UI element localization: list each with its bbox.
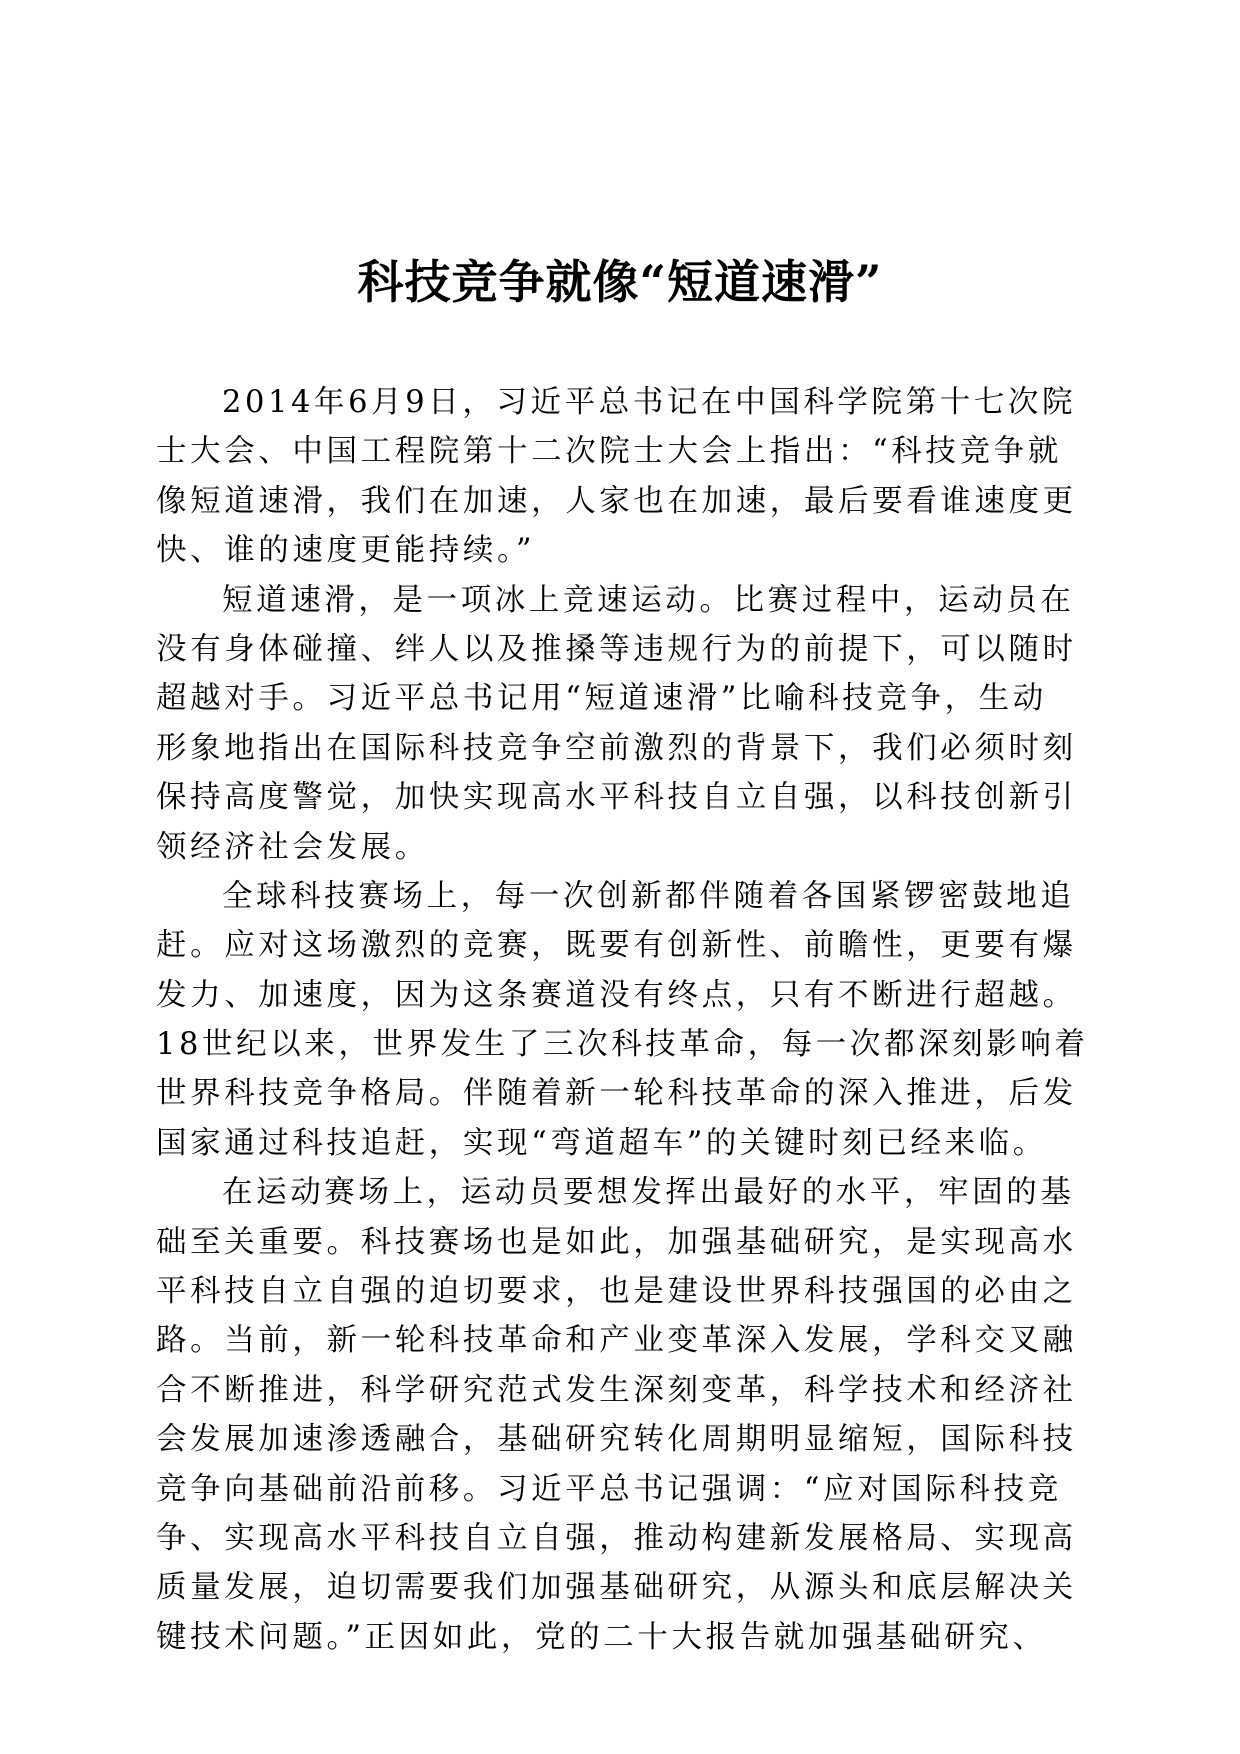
text-line: 超越对手。习近平总书记用“短道速滑”比喻科技竞争，生动 [156, 681, 1047, 717]
text-line: 合不断推进，科学研究范式发生深刻变革，科学技术和经济社 [156, 1372, 1077, 1408]
text-line: 础至关重要。科技赛场也是如此，加强基础研究，是实现高水 [156, 1224, 1077, 1260]
text-line: 世界科技竞争格局。伴随着新一轮科技革命的深入推进，后发 [156, 1076, 1077, 1112]
article-body [156, 378, 1089, 1662]
text-line: 士大会、中国工程院第十二次院士大会上指出：“科技竞争就 [156, 434, 1062, 470]
text-line: 领经济社会发展。 [156, 829, 429, 865]
text-line: 赶。应对这场激烈的竞赛，既要有创新性、前瞻性，更要有爆 [156, 928, 1077, 964]
text-line: 发力、加速度，因为这条赛道没有终点，只有不断进行超越。 [156, 977, 1077, 1013]
article-title: 科技竞争就像“短道速滑” [357, 255, 883, 309]
text-line: 2014年6月9日，习近平总书记在中国科学院第十七次院 [222, 385, 1077, 420]
text-line: 路。当前，新一轮科技革命和产业变革深入发展，学科交叉融 [156, 1323, 1077, 1359]
text-line: 平科技自立自强的迫切要求，也是建设世界科技强国的必由之 [156, 1274, 1077, 1310]
text-line: 国家通过科技追赶，实现“弯道超车”的关键时刻已经来临。 [156, 1125, 1047, 1161]
text-line: 像短道速滑，我们在加速，人家也在加速，最后要看谁速度更 [156, 483, 1077, 519]
text-line: 键技术问题。”正因如此，党的二十大报告就加强基础研究、 [156, 1619, 1047, 1655]
text-line: 18世纪以来，世界发生了三次科技革命，每一次都深刻影响着 [156, 1027, 1089, 1063]
text-line: 短道速滑，是一项冰上竞速运动。比赛过程中，运动员在 [222, 582, 1075, 618]
text-line: 形象地指出在国际科技竞争空前激烈的背景下，我们必须时刻 [156, 730, 1077, 766]
text-line: 保持高度警觉，加快实现高水平科技自立自强，以科技创新引 [156, 780, 1077, 816]
text-line: 快、谁的速度更能持续。” [156, 533, 536, 569]
text-line: 争、实现高水平科技自立自强，推动构建新发展格局、实现高 [156, 1520, 1077, 1556]
text-line: 在运动赛场上，运动员要想发挥出最好的水平，牢固的基 [222, 1175, 1075, 1211]
text-line: 竞争向基础前沿前移。习近平总书记强调：“应对国际科技竞 [156, 1471, 1062, 1507]
text-line: 质量发展，迫切需要我们加强基础研究，从源头和底层解决关 [156, 1570, 1077, 1606]
text-line: 全球科技赛场上，每一次创新都伴随着各国紧锣密鼓地追 [222, 878, 1075, 914]
text-line: 会发展加速渗透融合，基础研究转化周期明显缩短，国际科技 [156, 1422, 1077, 1458]
text-line: 没有身体碰撞、绊人以及推搡等违规行为的前提下，可以随时 [156, 631, 1077, 667]
